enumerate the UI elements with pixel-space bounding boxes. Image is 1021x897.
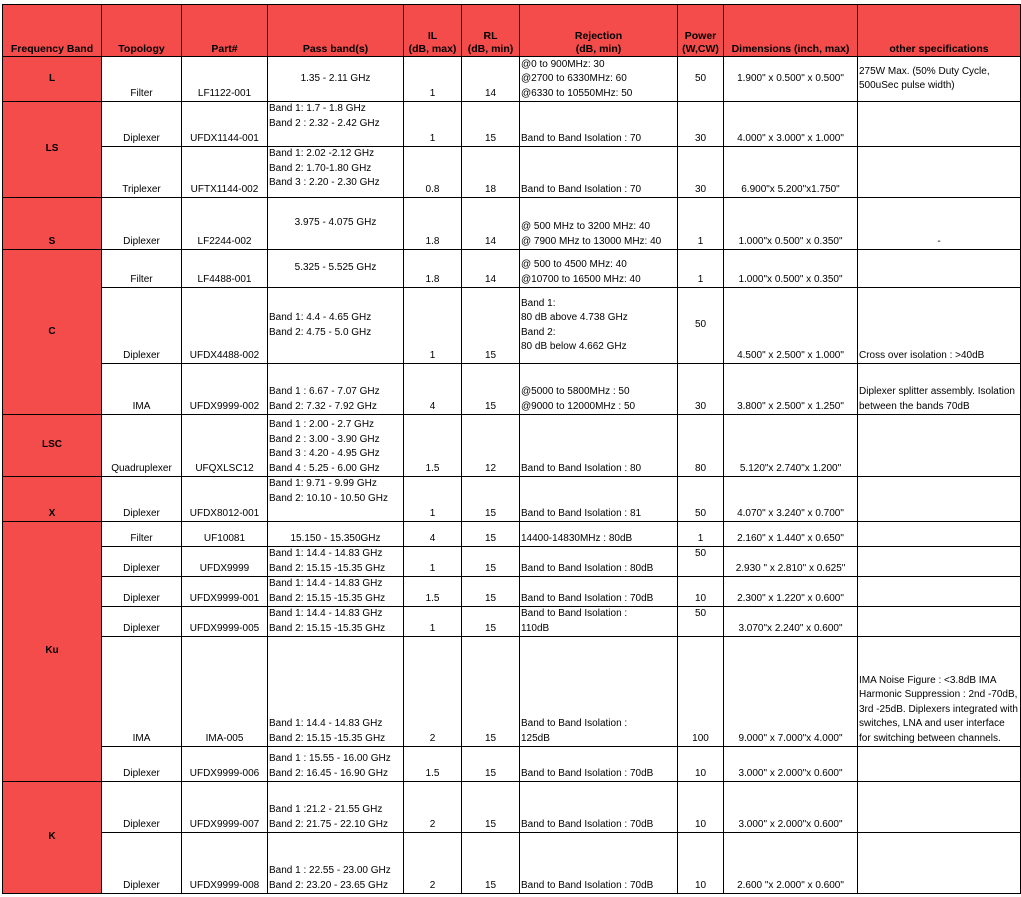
other-cell xyxy=(858,782,1021,833)
power-cell: 50 xyxy=(678,477,724,522)
dimensions-cell: 2.930 " x 2.810" x 0.625" xyxy=(724,547,858,577)
rejection-cell: Band to Band Isolation : 110dB xyxy=(520,607,678,637)
table-row xyxy=(3,477,1021,522)
dimensions-cell: 3.000" x 2.000"x 0.600" xyxy=(724,747,858,782)
passband-cell: 3.975 - 4.075 GHz xyxy=(268,198,404,250)
rl-cell: 15 xyxy=(462,547,520,577)
table-row xyxy=(3,415,1021,477)
power-cell: 1 xyxy=(678,250,724,288)
other-cell xyxy=(858,147,1021,198)
header-rejection: Rejection (dB, min) xyxy=(520,5,678,57)
rejection-cell: Band to Band Isolation : 70dB xyxy=(520,747,678,782)
power-cell: 10 xyxy=(678,782,724,833)
rl-cell: 15 xyxy=(462,288,520,364)
part-cell: UFDX4488-002 xyxy=(182,288,268,364)
topology-cell: Quadruplexer xyxy=(102,415,182,477)
topology-cell: Diplexer xyxy=(102,747,182,782)
other-cell: 275W Max. (50% Duty Cycle, 500uSec pulse width) xyxy=(858,57,1021,102)
passband-cell: 5.325 - 5.525 GHz xyxy=(268,250,404,288)
rl-cell: 15 xyxy=(462,577,520,607)
part-cell: UFDX9999-007 xyxy=(182,782,268,833)
topology-cell: Diplexer xyxy=(102,102,182,147)
il-cell: 4 xyxy=(404,364,462,415)
passband-cell: Band 1 : 6.67 - 7.07 GHz Band 2: 7.32 - 7.92 GHz xyxy=(268,364,404,415)
il-cell: 4 xyxy=(404,522,462,547)
dimensions-cell: 4.070" x 3.240" x 0.700" xyxy=(724,477,858,522)
other-cell: Diplexer splitter assembly. Isolation between the bands 70dB xyxy=(858,364,1021,415)
other-cell: Cross over isolation : >40dB xyxy=(858,288,1021,364)
part-cell: UFDX9999-002 xyxy=(182,364,268,415)
passband-cell: Band 1 : 22.55 - 23.00 GHz Band 2: 23.20 - 23.65 GHz xyxy=(268,833,404,894)
rl-cell: 15 xyxy=(462,833,520,894)
rejection-cell: 14400-14830MHz : 80dB xyxy=(520,522,678,547)
topology-cell: Diplexer xyxy=(102,288,182,364)
power-cell: 1 xyxy=(678,198,724,250)
topology-cell: Diplexer xyxy=(102,782,182,833)
part-cell: LF2244-002 xyxy=(182,198,268,250)
passband-cell: Band 1 : 15.55 - 16.00 GHz Band 2: 16.45 - 16.90 GHz xyxy=(268,747,404,782)
rejection-cell: Band to Band Isolation : 70dB xyxy=(520,833,678,894)
passband-cell: Band 1: 9.71 - 9.99 GHz Band 2: 10.10 - 10.50 GHz xyxy=(268,477,404,522)
dimensions-cell: 2.300" x 1.220" x 0.600" xyxy=(724,577,858,607)
topology-cell: Filter xyxy=(102,250,182,288)
power-cell: 50 xyxy=(678,547,724,577)
il-cell: 1.8 xyxy=(404,198,462,250)
passband-cell: Band 1 : 2.00 - 2.7 GHz Band 2 : 3.00 - 3.90 GHz Band 3 : 4.20 - 4.95 GHz Band 4 : 5.25 - 6.00 GHz xyxy=(268,415,404,477)
power-cell: 30 xyxy=(678,364,724,415)
passband-cell: Band 1: 4.4 - 4.65 GHz Band 2: 4.75 - 5.0 GHz xyxy=(268,288,404,364)
il-cell: 1.5 xyxy=(404,415,462,477)
table-row xyxy=(3,198,1021,250)
dimensions-cell: 1.000"x 0.500" x 0.350" xyxy=(724,250,858,288)
rl-cell: 15 xyxy=(462,477,520,522)
band-cell-S: S xyxy=(3,198,102,250)
power-cell: 30 xyxy=(678,147,724,198)
table-row xyxy=(3,607,1021,637)
dimensions-cell: 3.800" x 2.500" x 1.250" xyxy=(724,364,858,415)
rejection-cell: Band to Band Isolation : 70 xyxy=(520,102,678,147)
topology-cell: IMA xyxy=(102,364,182,415)
topology-cell: Diplexer xyxy=(102,577,182,607)
dimensions-cell: 6.900"x 5.200"x1.750" xyxy=(724,147,858,198)
il-cell: 1.8 xyxy=(404,250,462,288)
header-part: Part# xyxy=(182,5,268,57)
topology-cell: Diplexer xyxy=(102,833,182,894)
il-cell: 2 xyxy=(404,782,462,833)
rejection-cell: @ 500 to 4500 MHz: 40 @10700 to 16500 MHz: 40 xyxy=(520,250,678,288)
other-cell xyxy=(858,102,1021,147)
dimensions-cell: 4.500" x 2.500" x 1.000" xyxy=(724,288,858,364)
dimensions-cell: 4.000" x 3.000" x 1.000" xyxy=(724,102,858,147)
header-other: other specifications xyxy=(858,5,1021,57)
passband-cell: Band 1: 14.4 - 14.83 GHz Band 2: 15.15 -15.35 GHz xyxy=(268,607,404,637)
part-cell: UFDX1144-001 xyxy=(182,102,268,147)
other-cell xyxy=(858,477,1021,522)
power-cell: 10 xyxy=(678,577,724,607)
passband-cell: 1.35 - 2.11 GHz xyxy=(268,57,404,102)
table-row xyxy=(3,102,1021,147)
header-il: IL (dB, max) xyxy=(404,5,462,57)
other-cell xyxy=(858,607,1021,637)
dimensions-cell: 3.000" x 2.000"x 0.600" xyxy=(724,782,858,833)
il-cell: 1 xyxy=(404,57,462,102)
table-row xyxy=(3,637,1021,747)
rejection-cell: Band to Band Isolation : 70dB xyxy=(520,577,678,607)
passband-cell: Band 1: 14.4 - 14.83 GHz Band 2: 15.15 -15.35 GHz xyxy=(268,577,404,607)
il-cell: 1.5 xyxy=(404,747,462,782)
rejection-cell: Band to Band Isolation : 80dB xyxy=(520,547,678,577)
table-row xyxy=(3,57,1021,102)
part-cell: UFDX9999-005 xyxy=(182,607,268,637)
il-cell: 2 xyxy=(404,833,462,894)
rejection-cell: Band to Band Isolation : 70dB xyxy=(520,782,678,833)
rl-cell: 15 xyxy=(462,522,520,547)
table-row xyxy=(3,782,1021,833)
rejection-cell: Band 1: 80 dB above 4.738 GHz Band 2: 80 dB below 4.662 GHz xyxy=(520,288,678,364)
part-cell: UFQXLSC12 xyxy=(182,415,268,477)
other-cell: IMA Noise Figure : <3.8dB IMA Harmonic Suppression : 2nd -70dB, 3rd -25dB. Diplexers integrated with switches, LNA and user interface for switching between channels. xyxy=(858,637,1021,747)
rejection-cell: @5000 to 5800MHz : 50 @9000 to 12000MHz : 50 xyxy=(520,364,678,415)
passband-cell: Band 1 :21.2 - 21.55 GHz Band 2: 21.75 - 22.10 GHz xyxy=(268,782,404,833)
rl-cell: 15 xyxy=(462,102,520,147)
other-cell xyxy=(858,522,1021,547)
band-cell-X: X xyxy=(3,477,102,522)
table-row xyxy=(3,833,1021,894)
table-row xyxy=(3,288,1021,364)
topology-cell: Diplexer xyxy=(102,477,182,522)
passband-cell: Band 1: 14.4 - 14.83 GHz Band 2: 15.15 -15.35 GHz xyxy=(268,547,404,577)
header-passband: Pass band(s) xyxy=(268,5,404,57)
part-cell: UFDX9999-006 xyxy=(182,747,268,782)
table-row xyxy=(3,522,1021,547)
header-dimensions: Dimensions (inch, max) xyxy=(724,5,858,57)
band-cell-L: L xyxy=(3,57,102,102)
part-cell: UFDX9999-001 xyxy=(182,577,268,607)
il-cell: 1 xyxy=(404,102,462,147)
il-cell: 1 xyxy=(404,477,462,522)
dimensions-cell: 9.000" x 7.000"x 4.000" xyxy=(724,637,858,747)
power-cell: 80 xyxy=(678,415,724,477)
band-cell-Ku: Ku xyxy=(3,522,102,782)
spec-table xyxy=(2,4,1021,894)
other-cell xyxy=(858,833,1021,894)
part-cell: LF1122-001 xyxy=(182,57,268,102)
band-cell-C: C xyxy=(3,250,102,415)
part-cell: UFDX9999 xyxy=(182,547,268,577)
dimensions-cell: 1.000"x 0.500" x 0.350" xyxy=(724,198,858,250)
header-row xyxy=(3,5,1021,57)
topology-cell: Diplexer xyxy=(102,198,182,250)
power-cell: 10 xyxy=(678,747,724,782)
il-cell: 0.8 xyxy=(404,147,462,198)
topology-cell: Diplexer xyxy=(102,607,182,637)
power-cell: 30 xyxy=(678,102,724,147)
topology-cell: Filter xyxy=(102,57,182,102)
table-row xyxy=(3,577,1021,607)
part-cell: LF4488-001 xyxy=(182,250,268,288)
passband-cell: 15.150 - 15.350GHz xyxy=(268,522,404,547)
part-cell: IMA-005 xyxy=(182,637,268,747)
rl-cell: 14 xyxy=(462,198,520,250)
power-cell: 50 xyxy=(678,288,724,364)
power-cell: 50 xyxy=(678,607,724,637)
rl-cell: 14 xyxy=(462,57,520,102)
dimensions-cell: 1.900" x 0.500" x 0.500" xyxy=(724,57,858,102)
il-cell: 1.5 xyxy=(404,577,462,607)
other-cell xyxy=(858,547,1021,577)
rl-cell: 14 xyxy=(462,250,520,288)
other-cell xyxy=(858,415,1021,477)
passband-cell: Band 1: 2.02 -2.12 GHz Band 2: 1.70-1.80 GHz Band 3 : 2.20 - 2.30 GHz xyxy=(268,147,404,198)
passband-cell: Band 1: 14.4 - 14.83 GHz Band 2: 15.15 -15.35 GHz xyxy=(268,637,404,747)
topology-cell: IMA xyxy=(102,637,182,747)
il-cell: 1 xyxy=(404,607,462,637)
table-row xyxy=(3,547,1021,577)
il-cell: 2 xyxy=(404,637,462,747)
other-cell xyxy=(858,250,1021,288)
header-topology: Topology xyxy=(102,5,182,57)
power-cell: 1 xyxy=(678,522,724,547)
dimensions-cell: 5.120"x 2.740"x 1.200" xyxy=(724,415,858,477)
rejection-cell: Band to Band Isolation : 125dB xyxy=(520,637,678,747)
rejection-cell: Band to Band Isolation : 80 xyxy=(520,415,678,477)
topology-cell: Filter xyxy=(102,522,182,547)
part-cell: UFDX8012-001 xyxy=(182,477,268,522)
table-row xyxy=(3,747,1021,782)
part-cell: UF10081 xyxy=(182,522,268,547)
rejection-cell: Band to Band Isolation : 70 xyxy=(520,147,678,198)
header-rl: RL (dB, min) xyxy=(462,5,520,57)
rl-cell: 15 xyxy=(462,782,520,833)
rejection-cell: @0 to 900MHz: 30 @2700 to 6330MHz: 60 @6330 to 10550MHz: 50 xyxy=(520,57,678,102)
rl-cell: 15 xyxy=(462,747,520,782)
topology-cell: Triplexer xyxy=(102,147,182,198)
part-cell: UFTX1144-002 xyxy=(182,147,268,198)
band-cell-LS: LS xyxy=(3,102,102,198)
dimensions-cell: 3.070"x 2.240" x 0.600" xyxy=(724,607,858,637)
rejection-cell: Band to Band Isolation : 81 xyxy=(520,477,678,522)
band-cell-LSC: LSC xyxy=(3,415,102,477)
rl-cell: 15 xyxy=(462,637,520,747)
il-cell: 1 xyxy=(404,547,462,577)
dimensions-cell: 2.600 "x 2.000" x 0.600" xyxy=(724,833,858,894)
rl-cell: 18 xyxy=(462,147,520,198)
passband-cell: Band 1: 1.7 - 1.8 GHz Band 2 : 2.32 - 2.42 GHz xyxy=(268,102,404,147)
rl-cell: 15 xyxy=(462,607,520,637)
il-cell: 1 xyxy=(404,288,462,364)
power-cell: 10 xyxy=(678,833,724,894)
dimensions-cell: 2.160" x 1.440" x 0.650" xyxy=(724,522,858,547)
rl-cell: 15 xyxy=(462,364,520,415)
table-row xyxy=(3,250,1021,288)
part-cell: UFDX9999-008 xyxy=(182,833,268,894)
table-row xyxy=(3,147,1021,198)
rejection-cell: @ 500 MHz to 3200 MHz: 40 @ 7900 MHz to 13000 MHz: 40 xyxy=(520,198,678,250)
table-row xyxy=(3,364,1021,415)
other-cell xyxy=(858,577,1021,607)
topology-cell: Diplexer xyxy=(102,547,182,577)
rl-cell: 12 xyxy=(462,415,520,477)
band-cell-K: K xyxy=(3,782,102,894)
header-power: Power (W,CW) xyxy=(678,5,724,57)
power-cell: 100 xyxy=(678,637,724,747)
other-cell xyxy=(858,747,1021,782)
power-cell: 50 xyxy=(678,57,724,102)
header-band: Frequency Band xyxy=(3,5,102,57)
other-cell: - xyxy=(858,198,1021,250)
